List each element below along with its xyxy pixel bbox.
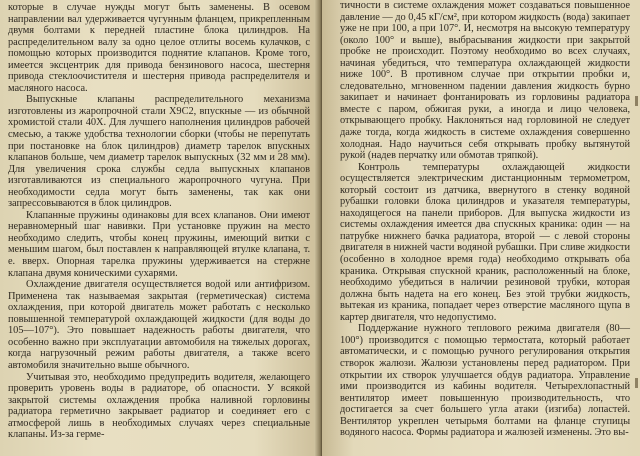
paragraph: Контроль температуры охлаждающей жидкости осуществляется электрическим дистанционным термометром, который состоит из датчика, ввернутого в стенку водяной рубашки головки блока цилиндров и указателя температуры, находящегося на панели приборов. Для выпуска жидкости из системы охлаждения имеется два спускных краника: один — на патрубке нижнего бачка радиатора, второй — с левой стороны двигателя в нижней части водяной рубашки. При сливе жидкости (особенно в холодное время года) необходимо открывать оба краника. Открывая спускной краник, расположенный на блоке, необходимо убедиться в наличии резиновой трубки, которая должна быть надета на его конец. Без этой трубки жидкость, вытекая из краника, попадает через отверстие масляного щупа в картер двигателя, что недопустимо. (340, 161, 630, 323)
paragraph: которые в случае нужды могут быть заменены. В осевом направлении вал удерживается чугунным фланцем, прикрепленным двумя болтами к передней пластине блока цилиндров. На распределительном валу за одно целое отлиты восемь кулачков, с помощью которых производится поднятие клапанов. Кроме того, имеется эксцентрик для привода бензинового насоса, шестерня привода стеклоочистителя и шестерня привода распределителя и масляного насоса. (8, 2, 310, 94)
page-edge-mark (635, 96, 638, 106)
paragraph: тичности в системе охлаждения может создаваться повышенное давление — до 0,45 кГ/см², при котором жидкость (вода) закипает уже не при 100, а при 107°. И, несмотря на высокую температуру (около 100° и выше), выбрасывания жидкости при закрытой пробке не происходит. Поэтому необходимо во всех случаях, начиная убедиться, что температура охлаждающей жидкости ниже 100°. В противном случае при открытии пробки и, следовательно, мгновенном падении давления жидкость бурно закипает и начинает фонтанировать из горловины радиатора вместе с паром, обжигая руки, а иногда и лицо человека, открывающего пробку. Наклоняться над горловиной не следует даже тогда, когда жидкость в системе охлаждения совершенно холодная. Надо научиться себя открывать пробку вытянутой рукой (надев перчатку или обмотав тряпкой). (340, 0, 630, 162)
paragraph: Учитывая это, необходимо предупредить водителя, желающего проверить уровень воды в радиаторе, об опасности. У всякой закрытой системы охлаждения пробка наливной горловины радиатора герметично закрывает радиатор и соединяет его с атмосферой лишь в необходимых случаях через специальные клапаны. Из-за герме- (8, 371, 310, 441)
page-edge-mark (635, 378, 638, 388)
left-page (0, 0, 318, 456)
left-page-text (8, 2, 310, 441)
right-page (322, 0, 640, 456)
paragraph: Клапанные пружины одинаковы для всех клапанов. Они имеют неравномерный шаг навивки. При установке пружин на место необходимо следить, чтобы конец пружины, имеющий витки с меньшим шагом, был поставлен к направляющей втулке клапана, т. е. вверх. Опорная тарелка пружины удерживается на стержне клапана двумя коническими сухарями. (8, 209, 310, 279)
right-page-text (340, 0, 630, 439)
paragraph: Охлаждение двигателя осуществляется водой или антифризом. Применена так называемая закрытая (герметическая) система охлаждения, при которой двигатель может работать с несколько повышенной температурой охлаждающей жидкости (для воды до 105—107°). Это повышает надежность работы двигателя, что особенно важно при эксплуатации автомобиля на тяжелых дорогах, когда нагрузочный режим работы двигателя, а также всего автомобиля значительно выше обычного. (8, 279, 310, 371)
paragraph: Выпускные клапаны распределительного механизма изготовлены из жаропрочной стали Х9С2, впускные — из обычной хромистой стали 40Х. Для лучшего наполнения цилиндров рабочей смесью, а также удобства технологии сборки (чтобы не перепутать при постановке на блок цилиндров) диаметр тарелок впускных клапанов больше, чем диаметр тарелок выпускных (32 мм и 28 мм). Для увеличения срока службы седла выпускных клапанов изготавливаются из специального жаропрочного чугуна. При необходимости седла могут быть заменены, так как они запрессовываются в блок цилиндров. (8, 94, 310, 210)
paragraph: Поддержание нужного теплового режима двигателя (80—100°) производится с помощью термостата, который работает автоматически, и с помощью ручного регулирования открытия створок жалюзи. Жалюзи установлены перед радиатором. При открытии их створок улучшается обдув радиатора. Управление ими производится из кабины водителя. Четырехлопастный вентилятор имеет повышенную производительность, что достигается за счет большего угла атаки (изгиба) лопастей. Вентилятор укреплен четырьмя болтами на фланце ступицы водяного насоса. Формы радиатора и жалюзей изменены. Это вы- (340, 323, 630, 439)
